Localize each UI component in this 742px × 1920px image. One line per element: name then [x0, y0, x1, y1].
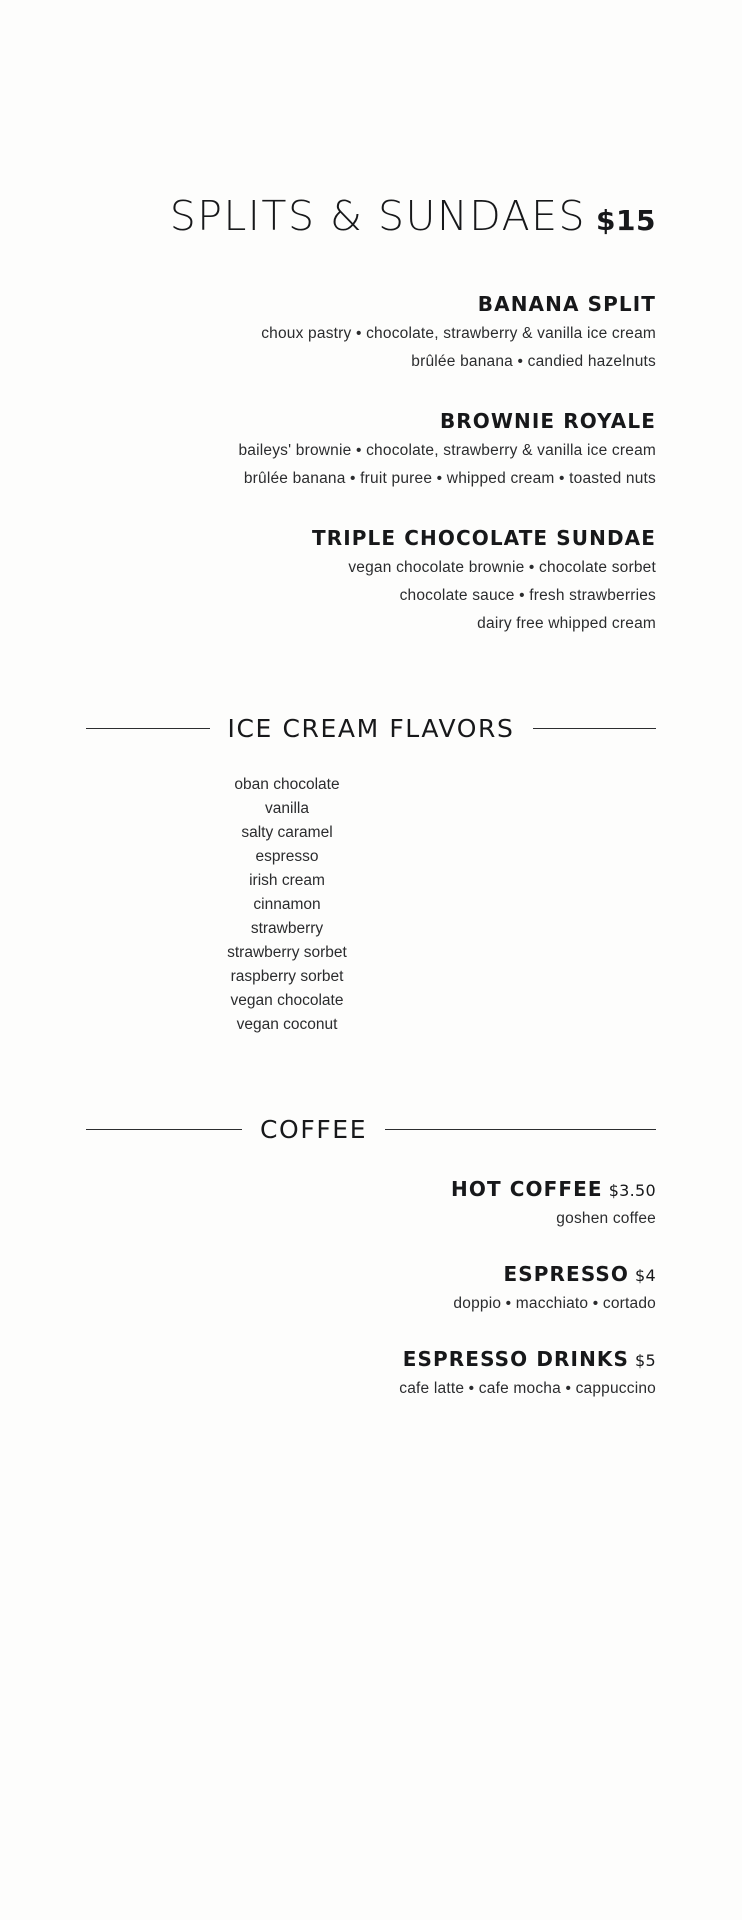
menu-item-desc-line: dairy free whipped cream — [477, 615, 656, 633]
menu-item-name-text: ESPRESSO DRINKS — [402, 1347, 630, 1372]
page-title-price: $15 — [596, 204, 656, 237]
menu-item-price: $5 — [635, 1351, 656, 1371]
menu-item-name — [86, 1261, 656, 1288]
menu-item-name-text: HOT COFFEE — [451, 1177, 603, 1202]
menu-item — [86, 525, 656, 636]
menu-item — [86, 291, 656, 374]
list-item: vegan coconut — [236, 1016, 338, 1034]
menu-item — [86, 1346, 656, 1401]
list-item: oban chocolate — [234, 776, 340, 794]
menu-item-desc-line: cafe latte • cafe mocha • cappuccino — [399, 1380, 656, 1398]
list-item: cinnamon — [253, 896, 321, 914]
menu-item-name-text: ESPRESSO — [503, 1262, 630, 1287]
page-title-text: SPLITS & SUNDAES — [169, 192, 587, 240]
menu-item — [86, 1261, 656, 1316]
divider-line-right — [533, 728, 657, 729]
menu-item-desc-line: vegan chocolate brownie • chocolate sorbet — [348, 559, 656, 577]
coffee-section-heading — [86, 1115, 656, 1144]
menu-item-name — [86, 1176, 656, 1203]
menu-item — [86, 408, 656, 491]
list-item: strawberry — [250, 920, 324, 938]
menu-item-name: BROWNIE ROYALE — [439, 409, 656, 434]
menu-item-desc-line: baileys' brownie • chocolate, strawberry & vanilla ice cream — [238, 442, 656, 460]
menu-item-price: $4 — [635, 1266, 656, 1286]
divider-line-right — [385, 1129, 656, 1130]
list-item: vanilla — [265, 800, 309, 818]
menu-item-desc-line: brûlée banana • fruit puree • whipped cream • toasted nuts — [243, 470, 656, 488]
menu-item-name: TRIPLE CHOCOLATE SUNDAE — [312, 526, 656, 551]
ice-cream-flavor-list — [86, 773, 656, 1037]
list-item: strawberry sorbet — [227, 944, 347, 962]
menu-item-name — [86, 1346, 656, 1373]
list-item: irish cream — [249, 872, 325, 890]
menu-item-desc-line: chocolate sauce • fresh strawberries — [399, 587, 656, 605]
ice-cream-section-heading — [86, 714, 656, 743]
page-title — [86, 0, 656, 240]
list-item: salty caramel — [241, 824, 333, 842]
coffee-heading-text: COFFEE — [260, 1115, 368, 1145]
divider-line-left — [86, 728, 210, 729]
menu-item-name: BANANA SPLIT — [477, 292, 656, 316]
menu-item-desc-line: choux pastry • chocolate, strawberry & vanilla ice cream — [261, 325, 656, 342]
divider-line-left — [86, 1129, 242, 1130]
menu-item-desc-line: goshen coffee — [556, 1210, 656, 1228]
menu-item-desc-line: doppio • macchiato • cortado — [453, 1295, 656, 1313]
coffee-section — [86, 1176, 656, 1401]
splits-section — [86, 291, 656, 636]
menu-item — [86, 1176, 656, 1231]
list-item: vegan chocolate — [230, 992, 344, 1010]
list-item: espresso — [255, 848, 319, 866]
list-item: raspberry sorbet — [230, 968, 344, 986]
menu-item-desc-line: brûlée banana • candied hazelnuts — [411, 353, 656, 371]
menu-item-price: $3.50 — [608, 1181, 656, 1201]
ice-cream-heading-text: ICE CREAM FLAVORS — [227, 714, 515, 744]
